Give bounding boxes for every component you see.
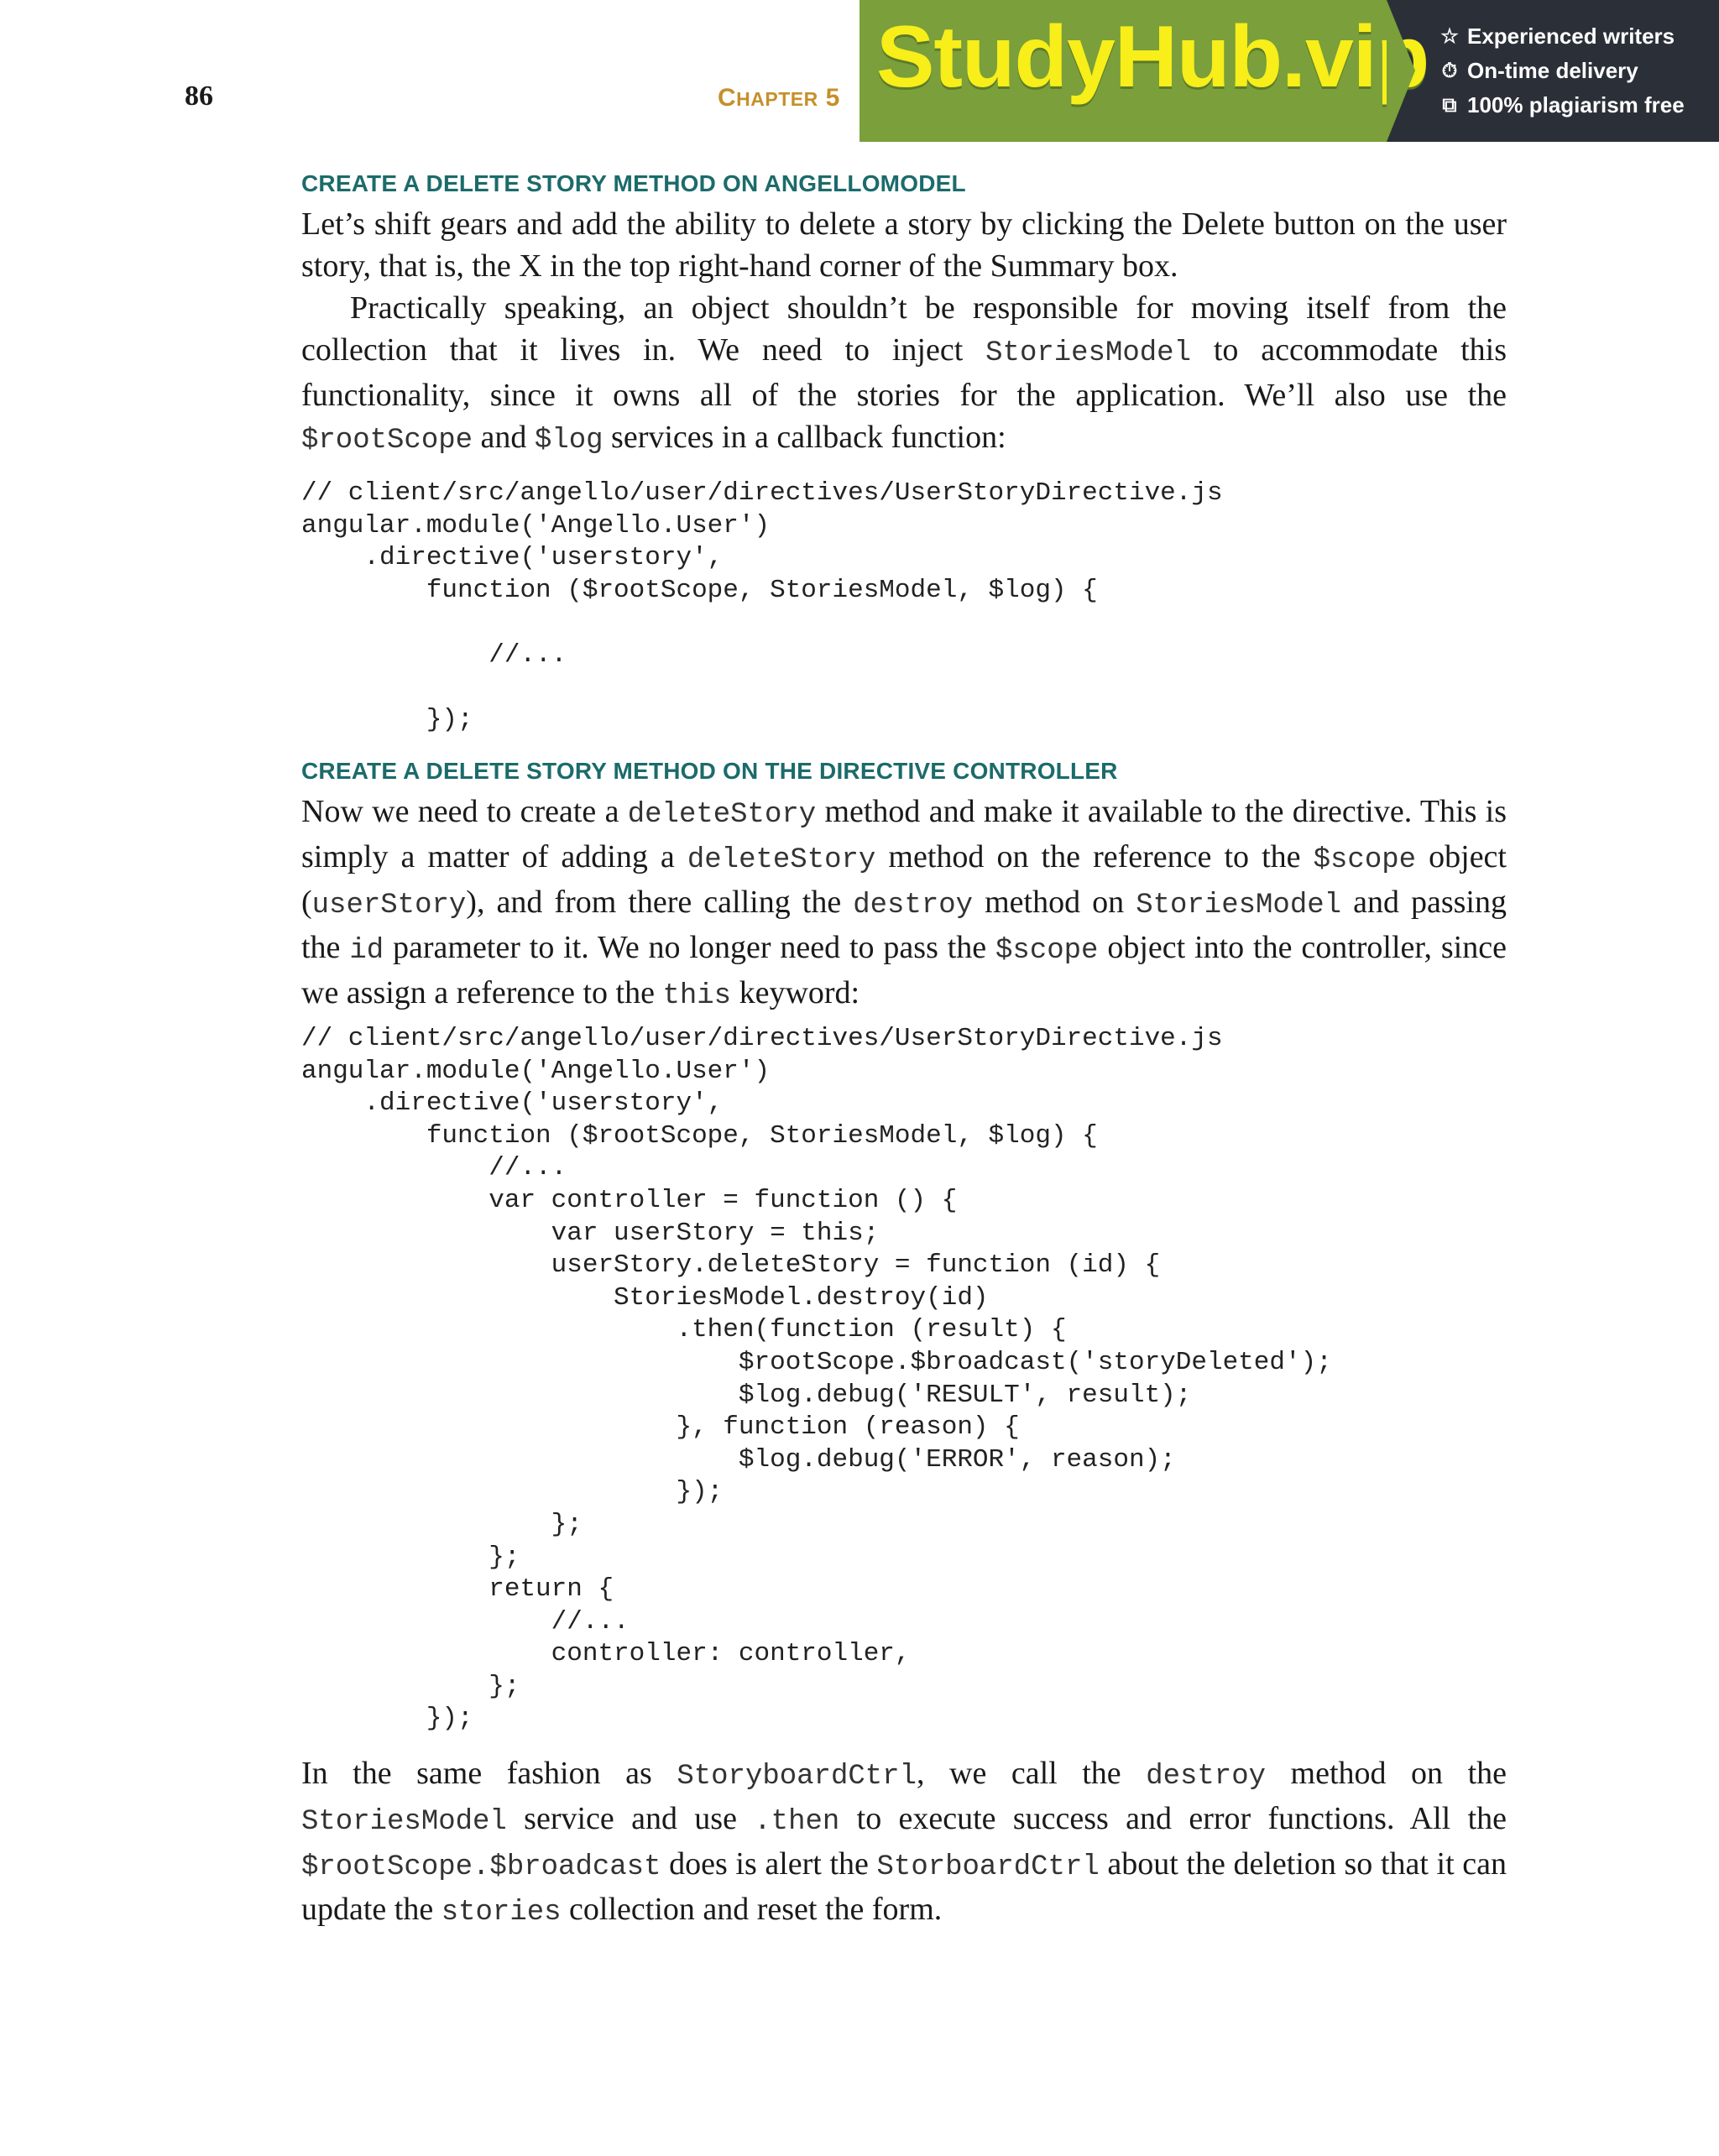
banner-feature-label: On-time delivery	[1467, 58, 1638, 83]
section2-paragraph-2	[301, 1752, 1507, 1934]
text-run: to execute success and error functions. All the	[839, 1801, 1507, 1836]
banner-feature-writers	[1439, 23, 1719, 50]
section2-paragraph-1-wrap	[301, 791, 1507, 1017]
text-run: service and use	[506, 1801, 755, 1836]
code-listing-1: // client/src/angello/user/directives/UserStoryDirective.js angular.module('Angello.User') .directive('userstory', function ($rootScope, StoriesModel, $log) { //... });	[301, 478, 1223, 735]
section1-paragraph-1-wrap	[301, 203, 1507, 287]
inline-code: StoriesModel	[1136, 890, 1342, 921]
inline-code: destroy	[853, 890, 974, 921]
inline-code: StorboardCtrl	[876, 1851, 1100, 1883]
inline-code: $log	[534, 425, 603, 457]
banner-arrow-shape	[1387, 0, 1415, 142]
text-run: object into the controller, since we assign a reference to the	[301, 930, 1507, 1010]
text-run: method on	[973, 885, 1136, 920]
inline-code: $rootScope	[301, 425, 473, 457]
text-run: In the same fashion as	[301, 1756, 677, 1791]
text-run: and passing the	[301, 885, 1507, 965]
code-listing-2: // client/src/angello/user/directives/UserStoryDirective.js angular.module('Angello.User') .directive('userstory', function ($rootScope, StoriesModel, $log) { //... var controller = function () { var userStory = this; userStory.deleteStory = function (id) { StoriesModel.destroy(id) .then(function (result) { $rootScope.$broadcast('storyDeleted'); $log.debug('RESULT', result); }, function (reason) { $log.debug('ERROR', reason); }); }; }; return { //... controller: controller, }; });	[301, 1024, 1332, 1734]
code-listing-2-wrap	[301, 1023, 1507, 1736]
section1-paragraph-1: Let’s shift gears and add the ability to delete a story by clicking the Delete button on the user story, that is, the X in the top right-hand corner of the Summary box.	[301, 206, 1507, 284]
inline-code: deleteStory	[627, 799, 817, 831]
chapter-label	[718, 84, 840, 112]
inline-code: $scope	[1313, 844, 1417, 876]
inline-code: this	[662, 980, 732, 1012]
text-run: and	[473, 420, 535, 455]
chapter-prefix: C	[718, 84, 737, 112]
banner-feature-label: Experienced writers	[1467, 23, 1675, 49]
text-run: services in a callback function:	[603, 420, 1006, 455]
banner-feature-delivery	[1439, 58, 1719, 84]
inline-code: destroy	[1146, 1761, 1267, 1793]
studyhub-banner[interactable]	[860, 0, 1719, 142]
section-heading: CREATE A DELETE STORY METHOD ON THE DIRECTIVE CONTROLLER	[301, 758, 1118, 784]
text-run: ), and from there calling the	[466, 885, 854, 920]
inline-code: stories	[441, 1897, 562, 1929]
inline-code: StoriesModel	[301, 1806, 507, 1838]
text-run: method and make it available to the directive. This is simply a matter of adding a	[301, 794, 1507, 874]
text-run: collection and reset the form.	[561, 1892, 943, 1927]
section1-paragraph-2-wrap	[301, 287, 1507, 462]
banner-feature-plagiarism	[1439, 92, 1719, 118]
banner-logo-panel[interactable]	[860, 0, 1429, 142]
text-run: Practically speaking, an object shouldn’t be responsible for moving itself from the collection that it lives in. We need to inject	[301, 290, 1507, 368]
copy-check-icon: ⧉	[1442, 93, 1457, 117]
code-listing-1-wrap	[301, 478, 1507, 737]
text-run: object (	[301, 839, 1507, 920]
section2-paragraph-1	[301, 791, 1507, 1017]
text-run: method on the	[1266, 1756, 1507, 1791]
studyhub-logo[interactable]: StudyHub.vip	[876, 8, 1429, 106]
inline-code: id	[349, 935, 384, 967]
banner-feature-label: 100% plagiarism free	[1467, 92, 1685, 117]
text-run: method on the reference to the	[875, 839, 1314, 874]
inline-code: deleteStory	[687, 844, 876, 876]
text-run: to accommodate this functionality, since it owns all of the stories for the application. We’ll also use the	[301, 332, 1507, 413]
text-run: parameter to it. We no longer need to pass the	[384, 930, 996, 965]
inline-code: userStory	[311, 890, 467, 921]
text-run: Now we need to create a	[301, 794, 628, 829]
text-run: does is alert the	[661, 1846, 877, 1882]
section-heading: CREATE A DELETE STORY METHOD ON ANGELLOMODEL	[301, 170, 966, 196]
section1-paragraph-2	[301, 287, 1507, 462]
section2-paragraph-2-wrap	[301, 1752, 1507, 1934]
inline-code: StoriesModel	[985, 337, 1191, 369]
inline-code: $scope	[995, 935, 1099, 967]
text-run: about the deletion so that it can update the	[301, 1846, 1507, 1927]
star-outline-icon: ☆	[1440, 25, 1459, 48]
inline-code: .then	[754, 1806, 840, 1838]
chapter-word: HAPTER	[736, 88, 818, 110]
text-run: , we call the	[916, 1756, 1147, 1791]
clock-icon: ⏱	[1441, 59, 1458, 82]
section-create-delete-story-model	[301, 170, 1507, 197]
chapter-number: 5	[825, 84, 840, 112]
section-create-delete-story-controller	[301, 758, 1507, 785]
page-number: 86	[185, 81, 213, 112]
inline-code: StoryboardCtrl	[677, 1761, 917, 1793]
text-run: keyword:	[731, 975, 860, 1010]
inline-code: $rootScope.$broadcast	[301, 1851, 661, 1883]
banner-features	[1387, 0, 1719, 142]
